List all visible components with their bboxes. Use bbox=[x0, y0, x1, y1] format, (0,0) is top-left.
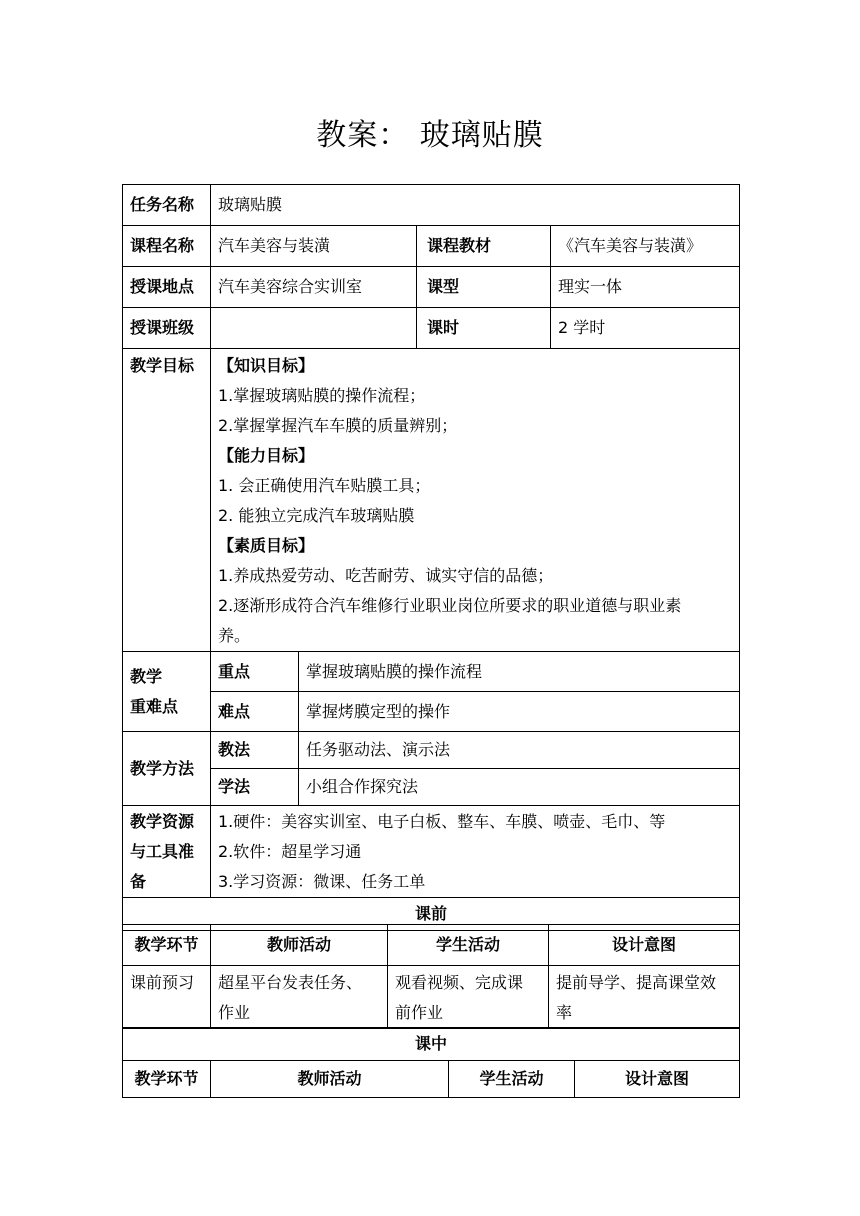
pre-class-row bbox=[123, 966, 740, 1029]
ability-heading: 【能力目标】 bbox=[218, 446, 315, 465]
quality-item: 2.逐渐形成符合汽车维修行业职业岗位所要求的职业道德与职业素 bbox=[218, 596, 682, 615]
difficulty-value: 掌握烤膜定型的操作 bbox=[299, 692, 740, 732]
col-stage-header: 教学环节 bbox=[123, 925, 211, 966]
quality-heading: 【素质目标】 bbox=[218, 536, 315, 555]
col-student-header: 学生活动 bbox=[449, 1061, 575, 1098]
learn-method-value: 小组合作探究法 bbox=[299, 769, 740, 806]
objectives-content bbox=[211, 349, 740, 652]
quality-item-cont: 养。 bbox=[218, 626, 251, 645]
row-task-name bbox=[123, 185, 740, 226]
in-class-section-title: 课中 bbox=[123, 1028, 740, 1061]
info-table bbox=[122, 184, 740, 931]
pre-class-section-title: 课前 bbox=[123, 898, 740, 931]
course-value: 汽车美容与装潢 bbox=[211, 226, 417, 267]
resources-label-line: 教学资源 bbox=[130, 811, 195, 831]
quality-item: 1.养成热爱劳动、吃苦耐劳、诚实守信的品德； bbox=[218, 566, 554, 585]
resource-item: 3.学习资源：微课、任务工单 bbox=[218, 871, 426, 891]
class-value bbox=[211, 308, 417, 349]
learn-method-label: 学法 bbox=[211, 769, 299, 806]
textbook-value: 《汽车美容与装潢》 bbox=[551, 226, 740, 267]
teacher-activity-cell bbox=[211, 966, 388, 1029]
in-class-section-row bbox=[123, 1028, 740, 1061]
ability-item: 2. 能独立完成汽车玻璃贴膜 bbox=[218, 506, 415, 525]
task-name-label: 任务名称 bbox=[123, 185, 211, 226]
resource-item: 2.软件：超星学习通 bbox=[218, 841, 362, 861]
col-design-header: 设计意图 bbox=[575, 1061, 740, 1098]
resource-item: 1.硬件：美容实训室、电子白板、整车、车膜、喷壶、毛巾、等 bbox=[218, 811, 666, 831]
knowledge-heading: 【知识目标】 bbox=[218, 356, 315, 375]
row-objectives bbox=[123, 349, 740, 652]
location-value: 汽车美容综合实训室 bbox=[211, 267, 417, 308]
resources-content bbox=[211, 806, 740, 898]
design-intent-cell bbox=[549, 966, 740, 1029]
in-class-table bbox=[122, 1027, 740, 1098]
course-label: 课程名称 bbox=[123, 226, 211, 267]
col-stage-header: 教学环节 bbox=[123, 1061, 211, 1098]
stage-cell: 课前预习 bbox=[123, 966, 211, 1029]
key-point-value: 掌握玻璃贴膜的操作流程 bbox=[299, 652, 740, 692]
row-key-point bbox=[123, 652, 740, 692]
col-teacher-header: 教师活动 bbox=[211, 925, 388, 966]
design-intent-line: 率 bbox=[556, 1003, 573, 1022]
row-teach-method bbox=[123, 732, 740, 769]
lesson-type-label: 课型 bbox=[417, 267, 551, 308]
student-activity-line: 观看视频、完成课 bbox=[395, 973, 524, 992]
methods-label: 教学方法 bbox=[123, 732, 211, 806]
row-resources bbox=[123, 806, 740, 898]
difficulty-label: 难点 bbox=[211, 692, 299, 732]
page-title: 教案： 玻璃贴膜 bbox=[316, 118, 544, 153]
keypoints-label-line: 重难点 bbox=[130, 696, 179, 716]
location-label: 授课地点 bbox=[123, 267, 211, 308]
student-activity-cell bbox=[388, 966, 549, 1029]
keypoints-label-line: 教学 bbox=[130, 666, 163, 686]
key-point-label: 重点 bbox=[211, 652, 299, 692]
row-course bbox=[123, 226, 740, 267]
col-teacher-header: 教师活动 bbox=[211, 1061, 449, 1098]
hours-value: 2 学时 bbox=[551, 308, 740, 349]
teacher-activity-line: 作业 bbox=[218, 1003, 251, 1022]
resources-label bbox=[123, 806, 211, 898]
knowledge-item: 1.掌握玻璃贴膜的操作流程； bbox=[218, 386, 426, 405]
objectives-label: 教学目标 bbox=[123, 349, 211, 652]
class-label: 授课班级 bbox=[123, 308, 211, 349]
teacher-activity-line: 超星平台发表任务、 bbox=[218, 973, 363, 992]
textbook-label: 课程教材 bbox=[417, 226, 551, 267]
keypoints-label bbox=[123, 652, 211, 732]
row-learn-method bbox=[123, 769, 740, 806]
design-intent-line: 提前导学、提高课堂效 bbox=[556, 973, 717, 992]
in-class-header-row bbox=[123, 1061, 740, 1098]
row-class bbox=[123, 308, 740, 349]
col-design-header: 设计意图 bbox=[549, 925, 740, 966]
row-difficulty bbox=[123, 692, 740, 732]
resources-label-line: 与工具准 bbox=[130, 841, 195, 861]
student-activity-line: 前作业 bbox=[395, 1003, 444, 1022]
pre-class-header-row bbox=[123, 925, 740, 966]
row-location bbox=[123, 267, 740, 308]
ability-item: 1. 会正确使用汽车贴膜工具； bbox=[218, 476, 431, 495]
teach-method-label: 教法 bbox=[211, 732, 299, 769]
resources-label-line: 备 bbox=[130, 871, 147, 891]
col-student-header: 学生活动 bbox=[388, 925, 549, 966]
knowledge-item: 2.掌握掌握汽车车膜的质量辨别； bbox=[218, 416, 458, 435]
hours-label: 课时 bbox=[417, 308, 551, 349]
lesson-type-value: 理实一体 bbox=[551, 267, 740, 308]
pre-class-table bbox=[122, 924, 740, 1029]
teach-method-value: 任务驱动法、演示法 bbox=[299, 732, 740, 769]
task-name-value: 玻璃贴膜 bbox=[211, 185, 740, 226]
